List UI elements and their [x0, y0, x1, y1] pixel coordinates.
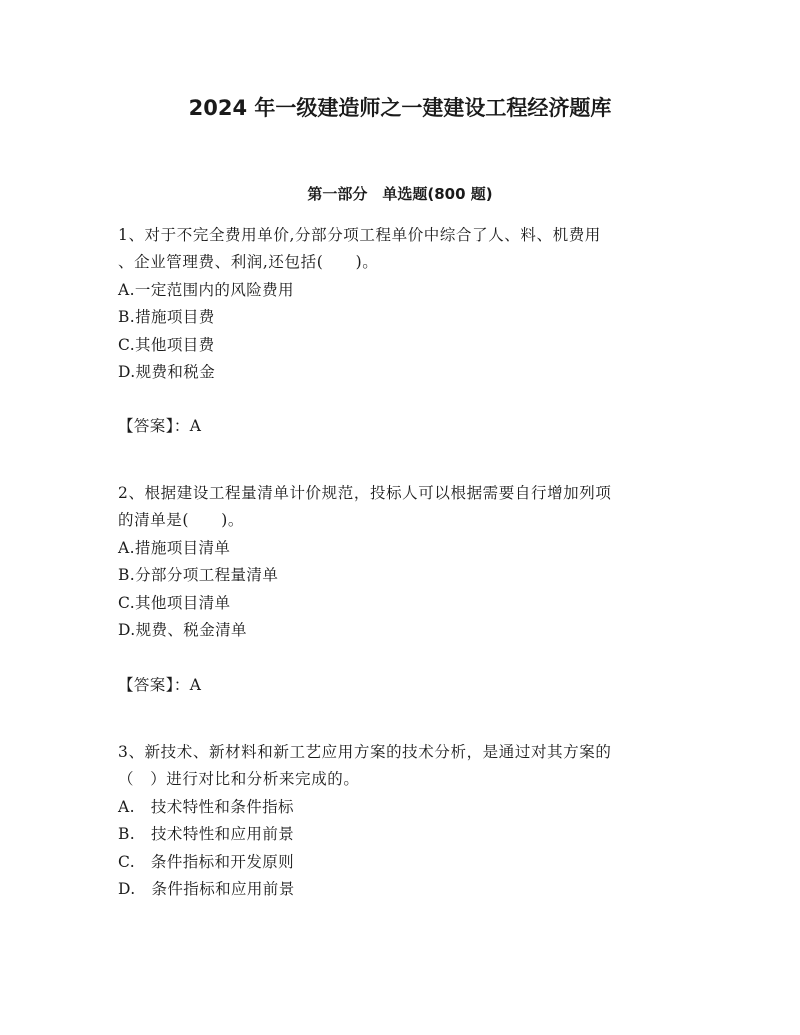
document-title: 2024 年一级建造师之一建建设工程经济题库 [188, 96, 612, 120]
section-title: 第一部分 单选题(800 题) [307, 185, 493, 203]
question-2-text-line-2: 的清单是( )。 [118, 511, 244, 529]
question-2-option-c: C.其他项目清单 [118, 594, 231, 612]
question-3-option-c: C. 条件指标和开发原则 [118, 853, 295, 871]
question-1-option-b: B.措施项目费 [118, 308, 215, 326]
question-2-answer: 【答案】：A [118, 676, 202, 694]
question-3-text-line-2: （ ）进行对比和分析来完成的。 [118, 770, 360, 788]
question-1-text-line-1: 1、对于不完全费用单价,分部分项工程单价中综合了人、料、机费用 [118, 226, 601, 244]
question-2-option-b: B.分部分项工程量清单 [118, 566, 279, 584]
question-1-option-d: D.规费和税金 [118, 363, 216, 381]
question-1-option-a: A.一定范围内的风险费用 [118, 281, 294, 299]
question-2-option-a: A.措施项目清单 [118, 539, 231, 557]
question-2-option-d: D.规费、税金清单 [118, 621, 247, 639]
question-3-option-d: D. 条件指标和应用前景 [118, 880, 295, 898]
question-3-option-a: A. 技术特性和条件指标 [118, 798, 294, 816]
question-3-text-line-1: 3、新技术、新材料和新工艺应用方案的技术分析，是通过对其方案的 [118, 743, 612, 761]
question-3-option-b: B. 技术特性和应用前景 [118, 825, 295, 843]
question-1-option-c: C.其他项目费 [118, 336, 215, 354]
question-2-text-line-1: 2、根据建设工程量清单计价规范，投标人可以根据需要自行增加列项 [118, 484, 612, 502]
question-1-answer: 【答案】：A [118, 417, 202, 435]
question-1-text-line-2: 、企业管理费、利润,还包括( )。 [118, 253, 379, 271]
